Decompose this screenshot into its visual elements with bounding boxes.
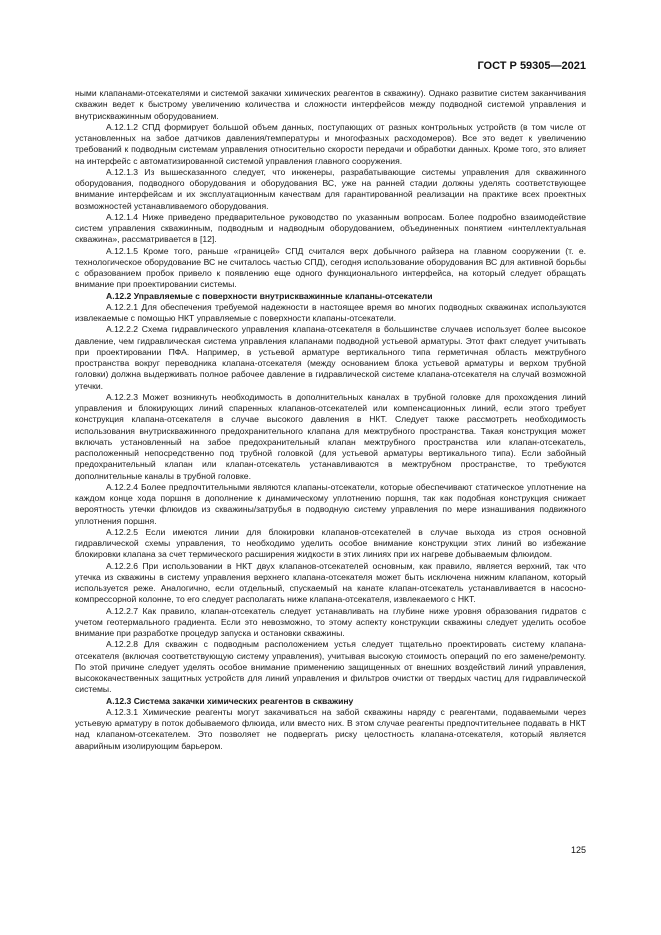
section-heading-a-12-3: А.12.3 Система закачки химических реагентов в скважину [106, 695, 354, 706]
document-code: ГОСТ Р 59305—2021 [477, 60, 586, 72]
paragraph-a-12-2-3: А.12.2.3 Может возникнуть необходимость в дополнительных каналах в трубной головке для прохождения линий управления и блокирующих линий спаренных клапанов-отсекателей или компенсационных линий, если этого требует конструкция клапана-отсекателя в случае высокого давления в НКТ. Следует также рассмотреть необходимость использования внутрискважинного предохранительного клапана для межтрубного пространства. Такая конструкция может включать установленный на забое предохранительный клапан межтрубного пространства или клапан-отсекатель, расположенный непосредственно под трубной головкой (для устьевой арматуры вертикального типа). Если забойный предохранительный клапан или клапан-отсекатель устанавливаются в межтрубном пространстве, то требуются дополнительные каналы в трубной головке. [75, 391, 586, 481]
paragraph-a-12-1-5: А.12.1.5 Кроме того, раньше «границей» СПД считался верх добычного райзера на главном сооружении (т. е. технологическое оборудование ВС не считалось частью СПД), сегодня использование оборудования ВС для активной борьбы с образованием пробок привело к появлению еще одного функционального интерфейса, на который следует обращать внимание при проектировании системы. [75, 245, 586, 290]
paragraph-a-12-2-1: А.12.2.1 Для обеспечения требуемой надежности в настоящее время во многих подводных скважинах используются извлекаемые с помощью НКТ управляемые с поверхности клапаны-отсекатели. [75, 301, 586, 323]
paragraph-a-12-2-2: А.12.2.2 Схема гидравлического управления клапана-отсекателя в большинстве случаев использует более высокое давление, чем гидравлическая система управления клапанами подводной устьевой арматуры. Этот факт следует учитывать при проектировании ПФА. Например, в устьевой арматуре вертикального типа герметичная область межтрубного пространства вокруг переводника клапана-отсекателя (между основанием блока устьевой арматуры и верхом трубной головки) должна выдерживать полное рабочее давление в гидравлической системе клапана-отсекателя на случай возможной утечки. [75, 324, 586, 391]
paragraph-a-12-2-7: А.12.2.7 Как правило, клапан-отсекатель следует устанавливать на глубине ниже уровня образования гидратов с учетом геотермального градиента. Если это невозможно, то этому аспекту конструкции скважины следует уделить особое внимание при разработке процедур запуска и остановки скважины. [75, 605, 586, 638]
paragraph-a-12-2-5: А.12.2.5 Если имеются линии для блокировки клапанов-отсекателей в случае выхода из строя основной гидравлической схемы управления, то необходимо уделить особое внимание конструкции этих линий во избежание блокировки клапана за счет термического расширения жидкости в этих линиях при их нагреве добываемым флюидом. [75, 526, 586, 560]
paragraph-continuation: ными клапанами-отсекателями и системой закачки химических реагентов в скважину). Однако развитие систем заканчивания скважин ведет к быстрому увеличению количества и сложности интерфейсов между подводной системой управления и внутрискважинным оборудованием. [75, 88, 586, 121]
paragraph-a-12-1-3: А.12.1.3 Из вышесказанного следует, что инженеры, разрабатывающие системы управления для скважинного оборудования, подводного оборудования и оборудования ВС, уже на ранней стадии должны уделять соответствующее внимание интерфейсам и их эксплуатационным качествам для гарантированной реализации на практике всех проектных возможностей устанавливаемого оборудования. [75, 166, 586, 211]
paragraph-a-12-2-6: А.12.2.6 При использовании в НКТ двух клапанов-отсекателей основным, как правило, является верхний, так что утечка из скважины в систему управления верхнего клапана-отсекателя может быть исключена нижним клапаном, который используется реже. Аналогично, если отдельный, спускаемый на канате клапан-отсекатель устанавливается в насосно-компрессорной колонне, то его следует располагать ниже клапана-отсекателя, извлекаемого с НКТ. [75, 560, 586, 605]
paragraph-a-12-2-8: А.12.2.8 Для скважин с подводным расположением устья следует тщательно проектировать систему клапана-отсекателя (включая соответствующую систему управления), учитывая высокую стоимость операций по его замене/ремонту. По этой причине следует уделять особое внимание применению защищенных от внешних воздействий линий управления, высококачественных защитных устройств для линий управления и фильтров очистки от твердых частиц для гидравлической системы. [75, 639, 586, 695]
paragraph-a-12-3-1: А.12.3.1 Химические реагенты могут закачиваться на забой скважины наряду с реагентами, подаваемыми через устьевую арматуру в поток добываемого флюида, или вместо них. В этом случае реагенты предпочтительнее подавать в НКТ над клапаном-отсекателем. Это позволяет не подвергать риску целостность клапана-отсекателя, который является аварийным изолирующим барьером. [75, 706, 586, 751]
section-heading-a-12-2: А.12.2 Управляемые с поверхности внутрискважинные клапаны-отсекатели [106, 290, 433, 301]
body-text [75, 88, 586, 752]
paragraph-a-12-1-2: А.12.1.2 СПД формирует большой объем данных, поступающих от разных контрольных устройств (в том числе от установленных на забое датчиков давления/температуры и многофазных расходомеров). Все это ведет к увеличению требований к подводным системам управления относительно скорости передачи и обработки данных. Кроме того, это влияет на интерфейс с автоматизированной системой управления главного сооружения. [75, 121, 586, 166]
page-number: 125 [570, 845, 586, 855]
paragraph-a-12-2-4: А.12.2.4 Более предпочтительными являются клапаны-отсекатели, которые обеспечивают статическое уплотнение на каждом конце хода поршня в дополнение к динамическому уплотнению поршня, так как подобная конструкция снижает вероятность утечки флюидов из скважины/затрубья в подводную систему управления по мере изнашивания подвижного уплотнения поршня. [75, 481, 586, 526]
paragraph-a-12-1-4: А.12.1.4 Ниже приведено предварительное руководство по указанным вопросам. Более подробно взаимодействие систем управления скважинным, подводным и надводным оборудованием, объединенных понятием «интеллектуальная скважина», рассматривается в [12]. [75, 211, 586, 245]
